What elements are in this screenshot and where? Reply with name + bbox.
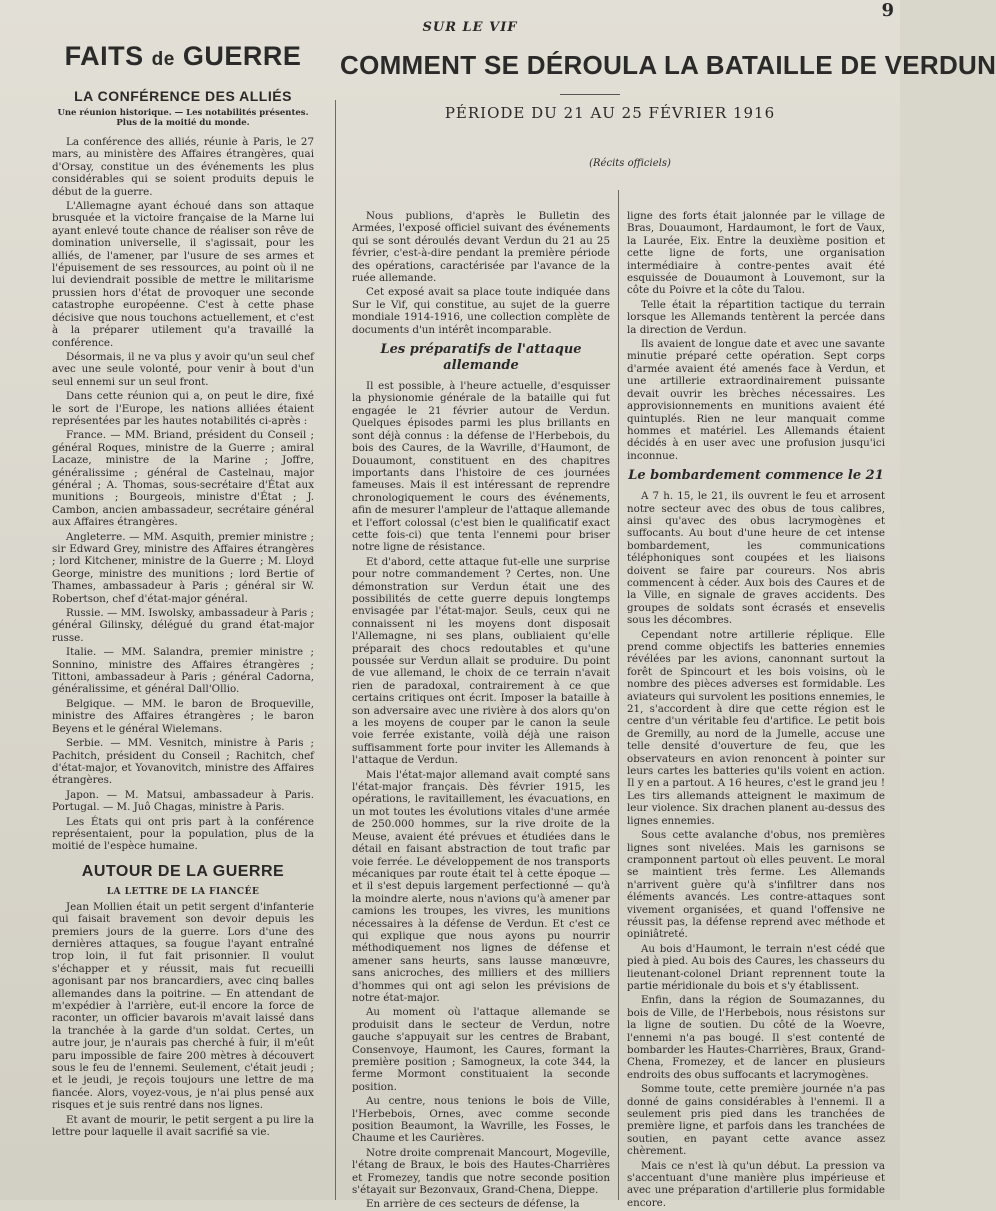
verdun-title: COMMENT SE DÉROULA LA BATAILLE DE VERDUN <box>340 50 996 80</box>
delegation-russie: Russie. — MM. Iswolsky, ambassadeur à Paris ; général Gilinsky, délégué du grand état-major russe. <box>52 607 314 644</box>
paragraph: Au bois d'Haumont, le terrain n'est cédé que pied à pied. Au bois des Caures, les chasseurs du lieutenant-colonel Driant reprennent toute la partie méridionale du bois et s'y établissent. <box>627 942 885 992</box>
paragraph: Au centre, nous tenions le bois de Ville, l'Herbebois, Ornes, avec comme seconde position Beaumont, la Wavrille, les Fosses, le Chaume et les Caurières. <box>352 1095 610 1145</box>
delegation-france: France. — MM. Briand, président du Conseil ; général Roques, ministre de la Guerre ; amiral Lacaze, ministre de la Marine ; Joffre, généralissime ; général de Castelnau, major général ; A. Thomas, sous-secrétaire d'État aux munitions ; Bourgeois, ministre d'État ; J. Cambon, ancien ambassadeur, secrétaire général aux Affaires étrangères. <box>52 429 314 529</box>
conference-heading: LA CONFÉRENCE DES ALLIÉS <box>74 88 292 104</box>
paragraph: Désormais, il ne va plus y avoir qu'un seul chef avec une seule volonté, pour venir à bout d'un seul ennemi sur un seul front. <box>52 350 314 388</box>
paragraph: Il est possible, à l'heure actuelle, d'esquisser la physionomie générale de la bataille qui fut engagée le 21 février autour de Verdun. Quelques épisodes parmi les plus brillants en sont déjà connus : la défense de l'Herbebois, du bois des Caures, de la Wavrille, d'Haumont, de Douaumont, constituent en des chapitres importants dans l'histoire de ces journées fameuses. Mais il est intéressant de reprendre chronologiquement le cours des événements, afin de mesurer l'ampleur de l'attaque allemande et l'effort colossal (c'est bien le qualificatif exact cette fois-ci) que tenta l'ennemi pour briser notre ligne de résistance. <box>352 380 610 554</box>
column-middle <box>352 210 610 1211</box>
recits-note: (Récits officiels) <box>589 158 671 169</box>
paragraph: Sous cette avalanche d'obus, nos premières lignes sont nivelées. Mais les garnisons se cramponnent partout où elles peuvent. Le moral se maintient très ferme. Les Allemands n'arrivent guère qu'à s'infiltrer dans nos éléments avancés. Les contre-attaques sont vivement organisées, et quand l'offensive ne réussit pas, la défense reprend avec méthode et opiniâtreté. <box>627 829 885 941</box>
conference-article <box>52 136 314 853</box>
title-word-de: de <box>151 49 175 70</box>
paragraph: En arrière de ces secteurs de défense, la <box>366 1198 580 1211</box>
paragraph: Mais ce n'est là qu'un début. La pression va s'accentuant d'une manière plus impérieuse et avec une préparation d'artillerie plus formidable encore. <box>627 1159 885 1209</box>
preparatifs-heading: Les préparatifs de l'attaque allemande <box>380 342 582 374</box>
periode-subtitle: PÉRIODE DU 21 AU 25 FÉVRIER 1916 <box>444 104 776 122</box>
column-right <box>627 210 885 1209</box>
paragraph: L'Allemagne ayant échoué dans son attaque brusquée et la victoire française de la Marne lui ayant enlevé toute chance de réaliser son rêve de domination universelle, il s'agissait, pour les alliés, de l'amener, par l'usure de ses armes et l'épuisement de ses ressources, au point où il ne lui deviendrait possible de mettre le militarisme prussien hors d'état de provoquer une seconde catastrophe européenne. C'est à cette phase décisive que nous touchons actuellement, et c'est à la préparer utilement qu'a travaillé la conférence. <box>52 200 314 349</box>
delegation-serbie: Serbie. — MM. Vesnitch, ministre à Paris ; Pachitch, président du Conseil ; Rachitch, chef d'état-major, et Yovanovitch, ministre des Affaires étrangères. <box>52 737 314 787</box>
autour-heading: AUTOUR DE LA GUERRE <box>81 862 285 880</box>
page-number: 9 <box>881 0 894 21</box>
paragraph: Dans cette réunion qui a, on peut le dire, fixé le sort de l'Europe, les nations alliées étaient représentées par les hautes notabilités ci-après : <box>52 390 314 427</box>
intro-paragraph: Cet exposé avait sa place toute indiquée dans Sur le Vif, qui constitue, au sujet de la guerre mondiale 1914-1916, une collection complète de documents d'un intérêt incomparable. <box>352 286 610 336</box>
paragraph: Les États qui ont pris part à la conférence représentaient, pour la population, plus de la moitié de l'espèce humaine. <box>52 815 314 853</box>
paragraph: Au moment où l'attaque allemande se produisit dans le secteur de Verdun, notre gauche s'appuyait sur les centres de Brabant, Consenvoye, Haumont, les Caures, formant la première position ; Samogneux, la cote 344, la ferme Mormont constituaient la seconde position. <box>352 1006 610 1093</box>
title-word-faits: FAITS <box>64 41 144 71</box>
paragraph: A 7 h. 15, le 21, ils ouvrent le feu et arrosent notre secteur avec des obus de tous calibres, ainsi qu'avec des obus lacrymogènes et suffocants. Au bout d'une heure de cet intense bombardement, les communications téléphoniques sont coupées et les liaisons doivent se faire par coureurs. Nos abris commencent à céder. Aux bois des Caures et de la Ville, en signale de graves accidents. Des groupes de soldats sont écrasés et ensevelis sous les décombres. <box>627 490 885 627</box>
column-rule-1 <box>335 100 336 1200</box>
paragraph: Et d'abord, cette attaque fut-elle une surprise pour notre commandement ? Certes, non. Une démonstration sur Verdun était une des possibilités de cette guerre depuis longtemps envisagée par l'état-major. Seuls, ceux qui ne connaissent ni les moyens dont disposait l'Allemagne, ni ses plans, oubliaient qu'elle préparait des chocs redoutables et qu'une poussée sur Verdun allait se produire. Du point de vue allemand, le choix de ce terrain n'avait rien de paradoxal, contrairement à ce que certains critiques ont écrit. Imposer la bataille à son adversaire avec une rivière à dos alors qu'on a les moyens de couper par le canon la seule voie ferrée existante, voilà déjà une raison suffisamment forte pour inviter les Allemands à l'attaque de Verdun. <box>352 555 610 767</box>
paragraph: Cependant notre artillerie réplique. Elle prend comme objectifs les batteries ennemies révélées par les avions, canonnant surtout la forêt de Spincourt et les bois voisins, où le nombre des pièces adverses est formidable. Les aviateurs qui survolent les positions ennemies, le 21, s'accordent à dire que cette région est le centre d'un véritable feu d'artifice. Le petit bois de Gremilly, au nord de la Jumelle, accuse une telle densité d'ouverture de feu, que les observateurs en avion renoncent à pointer sur leurs cartes les batteries qu'ils voient en action. Il y en a partout. A 16 heures, c'est le grand jeu ! Les tirs allemands atteignent le maximum de leur violence. Six drachen planent au-dessus des lignes ennemies. <box>627 628 885 827</box>
paragraph: Enfin, dans la région de Soumazannes, du bois de Ville, de l'Herbebois, nous résistons sur la ligne de soutien. Du côté de la Woevre, l'ennemi n'a pas bougé. Il s'est contenté de bombarder les Hautes-Charrières, Braux, Grand-Chena, Fromezey, et de lancer en plusieurs endroits des obus suffocants et lacrymogènes. <box>627 994 885 1081</box>
delegation-angleterre: Angleterre. — MM. Asquith, premier ministre ; sir Edward Grey, ministre des Affaires étrangères ; lord Kitchener, ministre de la Guerre ; M. Lloyd George, ministre des munitions ; lord Bertie of Thames, ambassadeur à Paris ; général sir W. Robertson, chef d'état-major général. <box>52 530 314 605</box>
conference-subheading: Une réunion historique. — Les notabilités présentes. Plus de la moitié du monde. <box>57 108 309 128</box>
paragraph: Notre droite comprenait Mancourt, Mogeville, l'étang de Braux, le bois des Hautes-Charrières et Fromezey, tandis que notre seconde position s'étayait sur Bezonvaux, Grand-Chena, Dieppe. <box>352 1146 610 1197</box>
paragraph: Ils avaient de longue date et avec une savante minutie préparé cette opération. Sept corps d'armée avaient été amenés face à Verdun, et une artillerie extraordinairement puissante devait ouvrir les brèches nécessaires. Les approvisionnements en munitions avaient été quintuplés. Rien ne leur manquait comme hommes et matériel. Les Allemands étaient décidés à en user avec une profusion jusqu'ici inconnue. <box>627 338 885 462</box>
paragraph: Jean Mollien était un petit sergent d'infanterie qui faisait bravement son devoir depuis les premiers jours de la guerre. Lors d'une des dernières attaques, sa fougue l'ayant entraîné trop loin, il fut fait prisonnier. Il voulut s'échapper et y réussit, mais fut recueilli agonisant par nos brancardiers, avec cinq balles allemandes dans la poitrine. — En attendant de m'expédier à l'arrière, eut-il encore la force de raconter, un officier bavarois m'avait laissé dans la tranchée à la garde d'un soldat. Certes, un autre jour, je n'aurais pas cherché à fuir, il m'eût paru impossible de faire 200 mètres à découvert sous le feu de l'ennemi. Seulement, c'était jeudi ; et le jeudi, je reçois toujours une lettre de ma fiancée. Alors, voyez-vous, je n'ai plus pensé aux risques et je suis rentré dans nos lignes. <box>52 900 314 1112</box>
title-word-guerre: GUERRE <box>182 41 302 71</box>
running-head: SUR LE VIF <box>422 20 518 35</box>
faits-de-guerre-title <box>52 40 314 76</box>
paragraph: Somme toute, cette première journée n'a pas donné de gains considérables à l'ennemi. Il a seulement pris pied dans les tranchées de première ligne, et parfois dans les tranchées de soutien, en payant cette avance assez chèrement. <box>627 1083 885 1158</box>
column-left <box>52 40 314 1200</box>
paragraph: La conférence des alliés, réunie à Paris, le 27 mars, au ministère des Affaires étrangères, quai d'Orsay, constitue un des événements les plus considérables qui se soient produits depuis le début de la guerre. <box>52 136 314 198</box>
delegation-italie: Italie. — MM. Salandra, premier ministre ; Sonnino, ministre des Affaires étrangères ; Tittoni, ambassadeur à Paris ; général Cadorna, généralissime, et général Dall'Ollio. <box>52 646 314 696</box>
columns <box>52 40 996 1211</box>
paragraph: ligne des forts était jalonnée par le village de Bras, Douaumont, Hardaumont, le fort de Vaux, la Laurée, Eix. Entre la deuxième position et cette ligne de forts, une organisation intermédiaire à contre-pentes avait été esquissée de Douaumont à Louvemont, sur la côte du Poivre et la côte du Talou. <box>627 210 885 297</box>
intro-paragraph: Nous publions, d'après le Bulletin des Armées, l'exposé officiel suivant des événements qui se sont déroulés devant Verdun du 21 au 25 février, c'est-à-dire pendant la première période des opérations, caractérisée par l'avance de la ruée allemande. <box>352 210 610 285</box>
bombardement-heading: Le bombardement commence le 21 <box>628 468 884 484</box>
column-rule-2 <box>618 190 619 1200</box>
lettre-heading: LA LETTRE DE LA FIANCÉE <box>106 886 260 897</box>
paragraph: Telle était la répartition tactique du terrain lorsque les Allemands tentèrent la percée dans la direction de Verdun. <box>627 298 885 336</box>
delegation-belgique: Belgique. — MM. le baron de Broqueville, ministre des Affaires étrangères ; le baron Beyens et le général Wielemans. <box>52 697 314 735</box>
delegation-japon-portugal: Japon. — M. Matsui, ambassadeur à Paris. Portugal. — M. Juô Chagas, ministre à Paris. <box>52 788 314 814</box>
paragraph: Et avant de mourir, le petit sergent a pu lire la lettre pour laquelle il avait sacrifié sa vie. <box>52 1113 314 1139</box>
paragraph: Mais l'état-major allemand avait compté sans l'état-major français. Dès février 1915, les opérations, le ravitaillement, les évacuations, en un mot toutes les évolutions vitales d'une armée de 250.000 hommes, sur la rive droite de la Meuse, avaient été prévues et étudiées dans le détail en faisant abstraction de tout trafic par voie ferrée. Le développement de nos transports mécaniques par route était tel à cette époque — et il s'est depuis largement perfectionné — qu'à la moindre alerte, nous n'avions qu'à amener par camions les troupes, les vivres, les munitions nécessaires à la défense de Verdun. Et c'est ce qui explique que nous ayons pu nourrir méthodiquement nos lignes de défense et amener sans heurts, sans lausse manœuvre, sans anicroches, des milliers et des milliers d'hommes qui ont agi selon les prévisions de notre état-major. <box>352 768 610 1004</box>
